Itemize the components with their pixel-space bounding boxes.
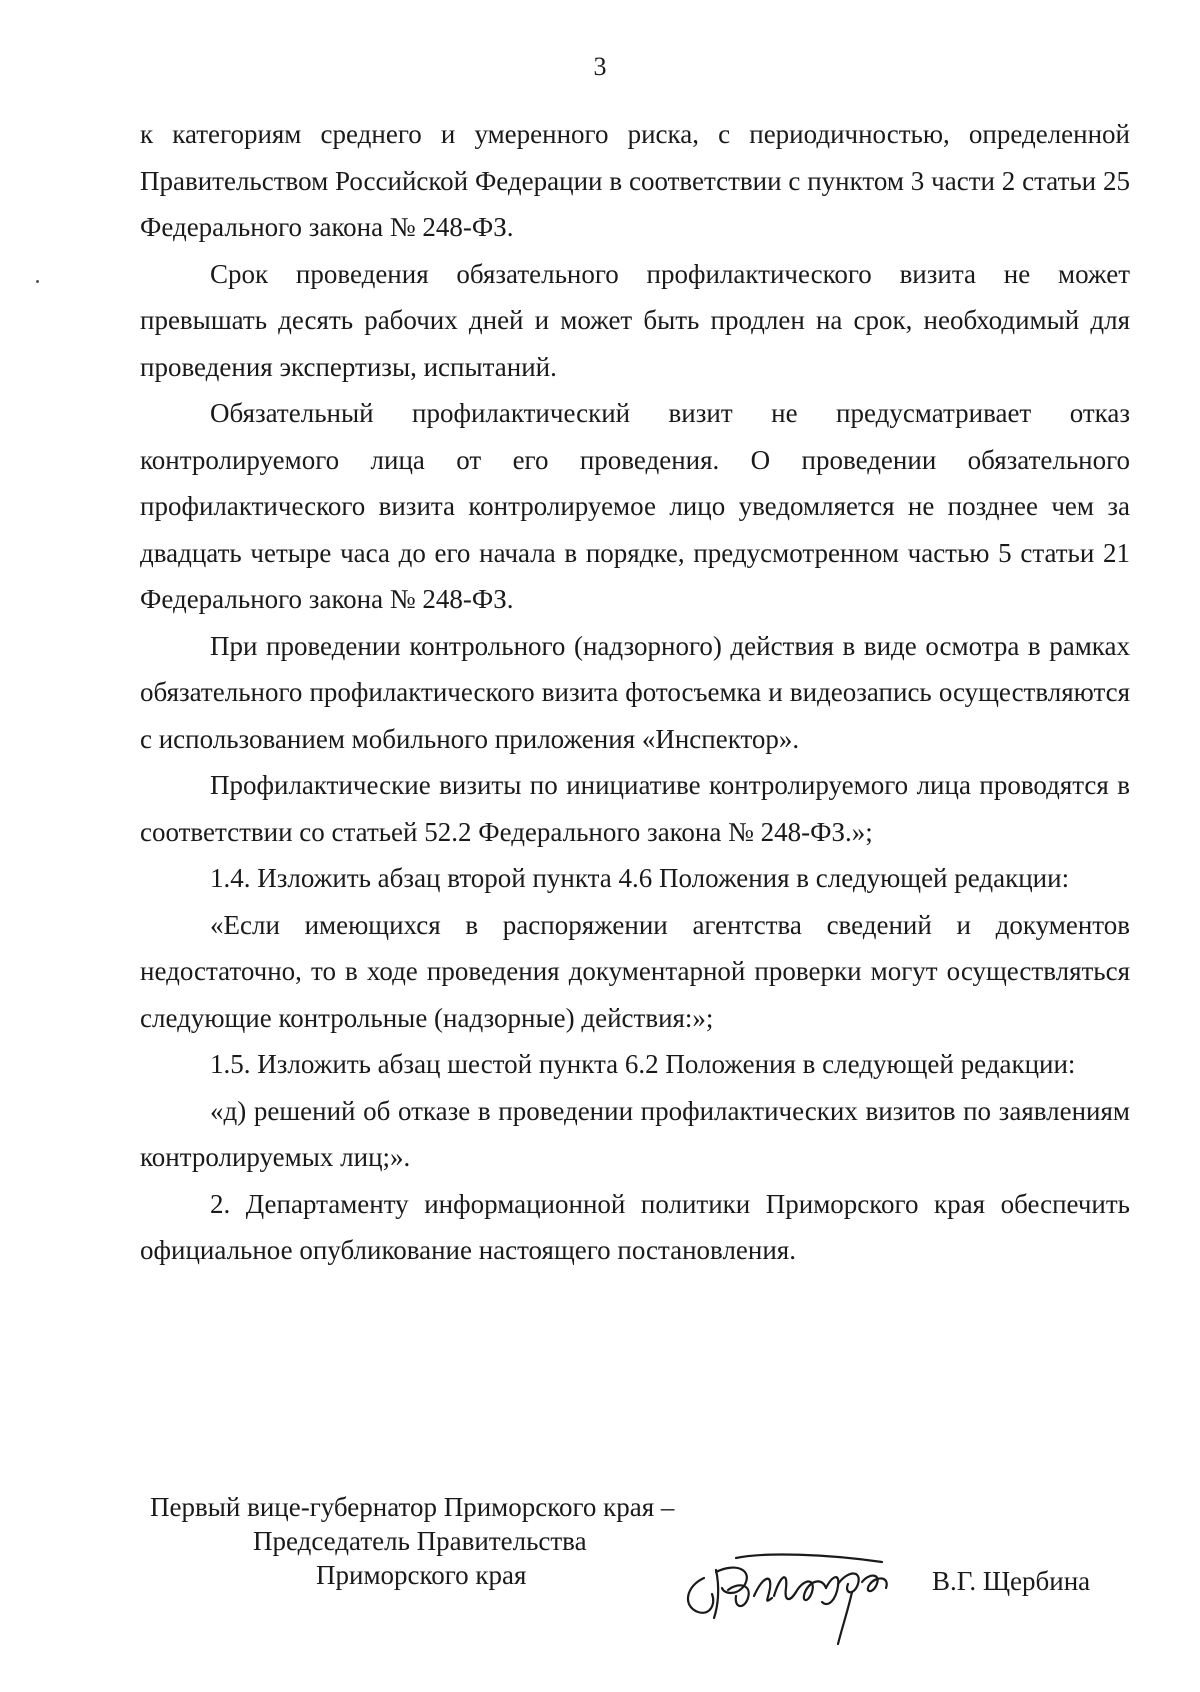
paragraph-no-refusal: Обязательный профилактический визит не предусматривает отказ контролируемого лица от его проведения. О проведении обязательного профилактического визита контролируемое лицо уведомляется не позднее чем за двадцать четыре часа до его начала в порядке, предусмотренном частью 5 статьи 21 Федерального закона № 248-ФЗ.: [140, 398, 1130, 614]
handwritten-signature: [676, 1548, 926, 1653]
paragraph-quote-documents: «Если имеющихся в распоряжении агентства сведений и документов недостаточно, то в ходе проведения документарной проверки могут осуществляться следующие контрольные (надзорные) действия:»;: [140, 909, 1130, 1033]
signatory-title-line: Председатель Правительства: [253, 1526, 587, 1556]
paragraph-visit-duration: Срок проведения обязательного профилактического визита не может превышать десять рабочих дней и может быть продлен на срок, необходимый для проведения экспертизы, испытаний.: [140, 258, 1130, 382]
scan-dot-mark: [36, 280, 39, 283]
paragraph-item-1-5: 1.5. Изложить абзац шестой пункта 6.2 Положения в следующей редакции:: [210, 1049, 1076, 1079]
paragraph-item-1-4: 1.4. Изложить абзац второй пункта 4.6 Положения в следующей редакции:: [210, 863, 1070, 893]
document-body: [140, 111, 1130, 1274]
paragraph-initiative-visits: Профилактические визиты по инициативе контролируемого лица проводятся в соответствии со статьей 52.2 Федерального закона № 248-ФЗ.»;: [140, 770, 1130, 847]
signatory-name: В.Г. Щербина: [932, 1566, 1091, 1596]
paragraph-item-2: 2. Департаменту информационной политики Приморского края обеспечить официальное опубликование настоящего постановления.: [140, 1188, 1130, 1265]
signatory-title-line: Первый вице-губернатор Приморского края –: [150, 1492, 675, 1522]
paragraph-inspection-photo: При проведении контрольного (надзорного) действия в виде осмотра в рамках обязательного профилактического визита фотосъемка и видеозапись осуществляются с использованием мобильного приложения «Инспектор».: [140, 630, 1130, 754]
paragraph-continuation: к категориям среднего и умеренного риска, с периодичностью, определенной Правительством Российской Федерации в соответствии с пунктом 3 части 2 статьи 25 Федерального закона № 248-ФЗ.: [140, 119, 1130, 242]
page-number: 3: [593, 52, 607, 81]
signatory-title-block: [150, 1490, 674, 1592]
signatory-title-line: Приморского края: [316, 1560, 527, 1590]
paragraph-quote-decisions: «д) решений об отказе в проведении профилактических визитов по заявлениям контролируемых лиц;».: [140, 1095, 1130, 1172]
